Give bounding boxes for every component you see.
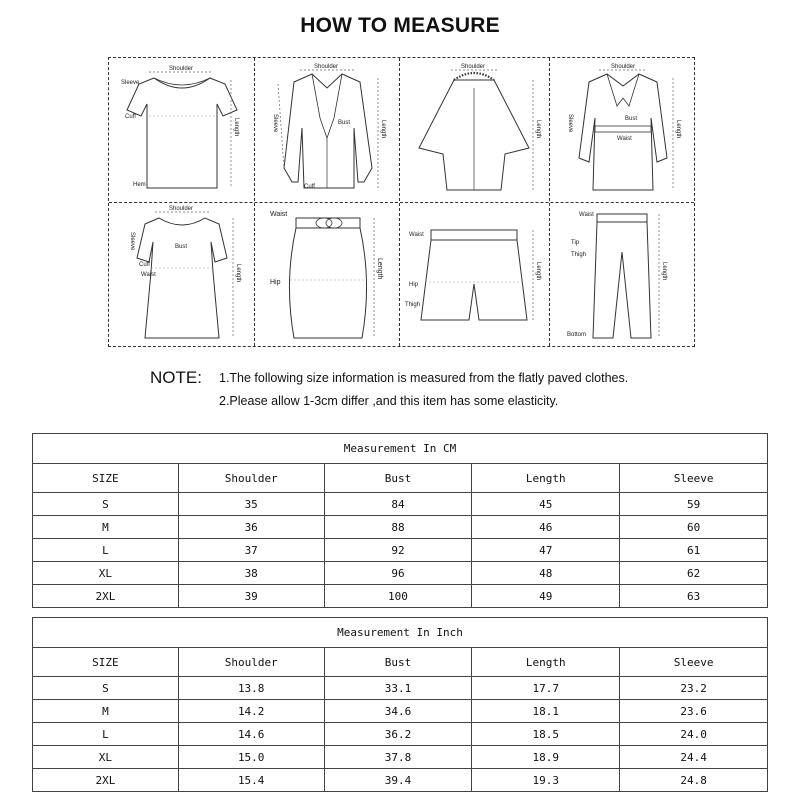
table-cell: 34.6 xyxy=(324,700,472,723)
length-label: Length xyxy=(235,264,241,283)
length-label: Length xyxy=(376,258,383,280)
column-header: Sleeve xyxy=(620,648,768,677)
table-cell: 36 xyxy=(178,516,324,539)
table-row xyxy=(33,562,768,585)
table-row xyxy=(33,723,768,746)
note-label: NOTE: xyxy=(150,368,202,387)
table-row xyxy=(33,539,768,562)
table-caption: Measurement In Inch xyxy=(33,618,768,648)
table-cell: L xyxy=(33,723,179,746)
column-header: Length xyxy=(472,648,620,677)
length-label: Length xyxy=(675,120,681,139)
table-cell: 37 xyxy=(178,539,324,562)
table-cell: 17.7 xyxy=(472,677,620,700)
table-cell: 15.0 xyxy=(178,746,324,769)
hip-label: Hip xyxy=(270,279,281,286)
sleeve-label: Sleeve xyxy=(129,232,135,251)
table-cell: 96 xyxy=(324,562,472,585)
table-cell: 14.2 xyxy=(178,700,324,723)
table-cell: 36.2 xyxy=(324,723,472,746)
note-line-2: 2.Please allow 1-3cm differ ,and this item has some elasticity. xyxy=(219,394,559,408)
page-title: HOW TO MEASURE xyxy=(300,14,500,37)
table-cell: S xyxy=(33,677,179,700)
table-caption: Measurement In CM xyxy=(33,434,768,464)
waist-label: Waist xyxy=(409,232,424,238)
tshirt-diagram xyxy=(109,58,254,202)
cuff-label: Cuff xyxy=(139,262,150,268)
table-cell: 84 xyxy=(324,493,472,516)
table-cell: 33.1 xyxy=(324,677,472,700)
table-row xyxy=(33,585,768,608)
table-cell: XL xyxy=(33,746,179,769)
note-line-1: 1.The following size information is measured from the flatly paved clothes. xyxy=(219,371,629,385)
table-cell: 24.8 xyxy=(620,769,768,792)
table-row xyxy=(33,700,768,723)
cape-coat-diagram xyxy=(399,58,549,202)
table-cell: 18.9 xyxy=(472,746,620,769)
measurement-table-inch xyxy=(32,617,768,792)
table-cell: 62 xyxy=(620,562,768,585)
table-cell: L xyxy=(33,539,179,562)
table-cell: 2XL xyxy=(33,769,179,792)
table-cell: 59 xyxy=(620,493,768,516)
table-cell: 49 xyxy=(472,585,620,608)
shoulder-label: Shoulder xyxy=(461,64,486,70)
length-label: Length xyxy=(380,120,386,139)
sleeve-label: Sleeve xyxy=(121,80,140,86)
skirt-diagram xyxy=(254,202,399,348)
length-label: Length xyxy=(661,262,667,281)
table-row xyxy=(33,769,768,792)
column-header: Sleeve xyxy=(620,464,768,493)
table-cell: 24.0 xyxy=(620,723,768,746)
table-cell: 24.4 xyxy=(620,746,768,769)
sleeve-label: Sleeve xyxy=(567,114,573,133)
measurement-table-cm xyxy=(32,433,768,608)
shoulder-label: Shoulder xyxy=(169,66,194,72)
length-label: Length xyxy=(535,262,541,281)
table-row xyxy=(33,746,768,769)
blazer-diagram xyxy=(254,58,399,202)
cuff-label: Cuff xyxy=(125,114,136,120)
table-cell: 39 xyxy=(178,585,324,608)
shoulder-label: Shoulder xyxy=(611,64,636,70)
waist-label: Waist xyxy=(270,211,288,218)
table-cell: 61 xyxy=(620,539,768,562)
cuff-label: Cuff xyxy=(304,184,315,190)
length-label: Length xyxy=(233,118,239,137)
bottom-label: Bottom xyxy=(567,332,587,338)
table-cell: 18.1 xyxy=(472,700,620,723)
shoulder-label: Shoulder xyxy=(169,206,194,212)
hip-label: Hip xyxy=(409,282,419,288)
table-cell: 45 xyxy=(472,493,620,516)
table-cell: 18.5 xyxy=(472,723,620,746)
shorts-diagram xyxy=(399,202,549,348)
table-cell: S xyxy=(33,493,179,516)
column-header: SIZE xyxy=(33,648,179,677)
measure-diagram-grid xyxy=(108,57,695,347)
column-header: Shoulder xyxy=(178,648,324,677)
waist-label: Waist xyxy=(579,212,594,218)
table-cell: 38 xyxy=(178,562,324,585)
shoulder-label: Shoulder xyxy=(314,64,339,70)
table-cell: XL xyxy=(33,562,179,585)
column-header: Length xyxy=(472,464,620,493)
dress-diagram xyxy=(109,202,254,348)
table-cell: 35 xyxy=(178,493,324,516)
column-header: SIZE xyxy=(33,464,179,493)
table-cell: 88 xyxy=(324,516,472,539)
table-cell: 13.8 xyxy=(178,677,324,700)
table-cell: 63 xyxy=(620,585,768,608)
column-header: Bust xyxy=(324,648,472,677)
table-cell: M xyxy=(33,516,179,539)
table-cell: 60 xyxy=(620,516,768,539)
table-cell: 100 xyxy=(324,585,472,608)
sleeve-label: Sleeve xyxy=(272,114,278,133)
column-header: Shoulder xyxy=(178,464,324,493)
table-cell: 14.6 xyxy=(178,723,324,746)
table-cell: 37.8 xyxy=(324,746,472,769)
table-cell: M xyxy=(33,700,179,723)
thigh-label: Thigh xyxy=(405,302,421,308)
bust-label: Bust xyxy=(338,120,351,126)
table-row xyxy=(33,493,768,516)
table-row xyxy=(33,516,768,539)
table-cell: 23.6 xyxy=(620,700,768,723)
table-cell: 47 xyxy=(472,539,620,562)
bust-label: Bust xyxy=(625,116,638,122)
table-row xyxy=(33,677,768,700)
hem-label: Hem xyxy=(133,182,146,188)
table-cell: 19.3 xyxy=(472,769,620,792)
table-cell: 15.4 xyxy=(178,769,324,792)
trench-coat-diagram xyxy=(549,58,696,202)
table-cell: 2XL xyxy=(33,585,179,608)
waist-label: Waist xyxy=(141,272,156,278)
table-cell: 23.2 xyxy=(620,677,768,700)
table-cell: 39.4 xyxy=(324,769,472,792)
table-cell: 92 xyxy=(324,539,472,562)
tip-label: Tip xyxy=(571,240,580,246)
table-cell: 48 xyxy=(472,562,620,585)
bust-label: Bust xyxy=(175,244,188,250)
thigh-label: Thigh xyxy=(571,252,587,258)
trousers-diagram xyxy=(549,202,696,348)
table-cell: 46 xyxy=(472,516,620,539)
waist-label: Waist xyxy=(617,136,632,142)
length-label: Length xyxy=(535,120,541,139)
column-header: Bust xyxy=(324,464,472,493)
